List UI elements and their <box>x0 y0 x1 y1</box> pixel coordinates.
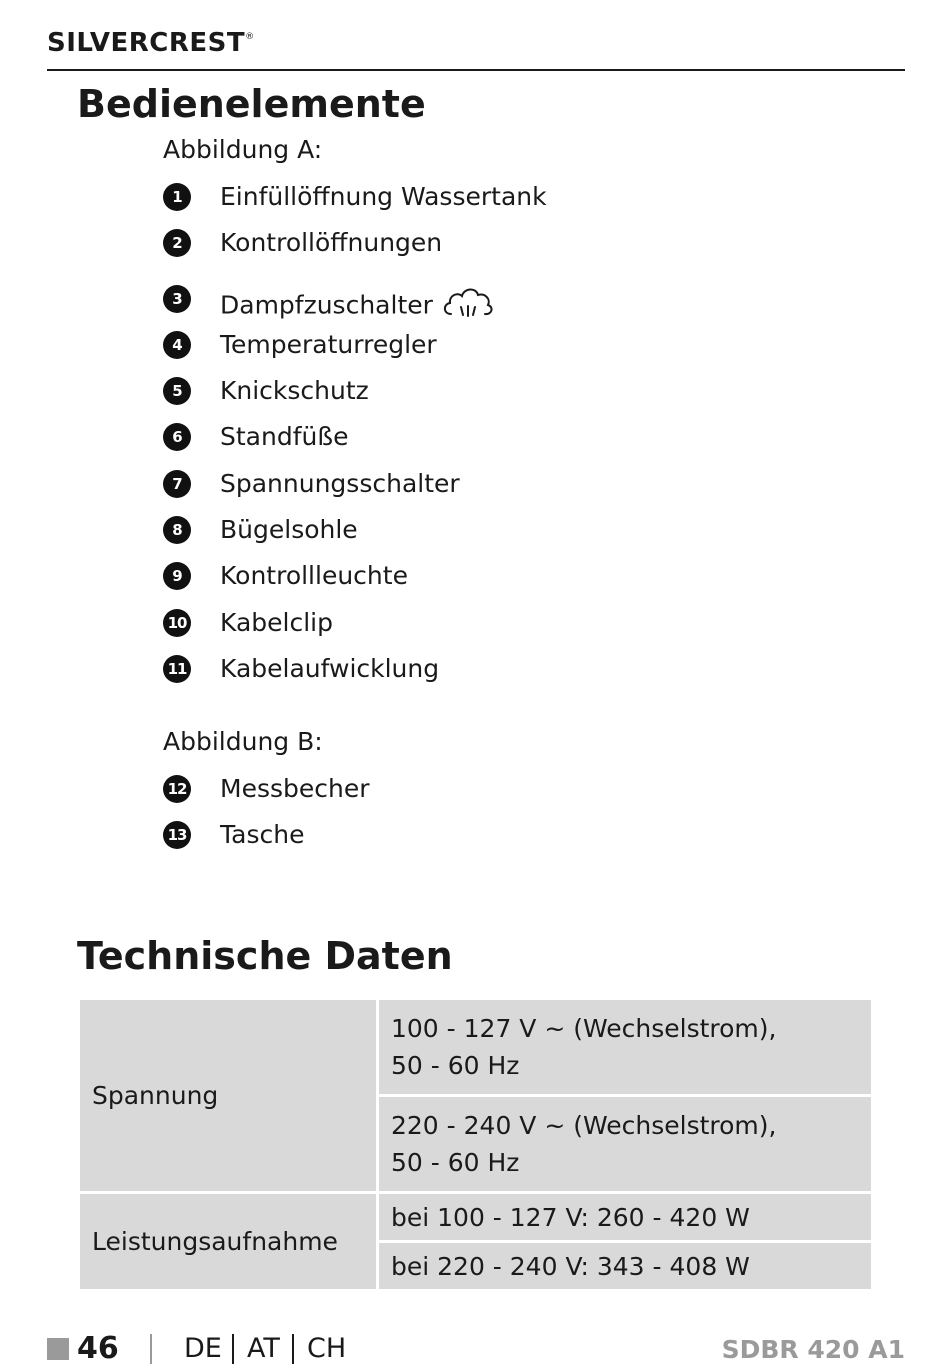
spec-value-line: 50 - 60 Hz <box>391 1148 520 1177</box>
item-label: Einfüllöffnung Wassertank <box>220 182 547 211</box>
model-number: SDBR 420 A1 <box>721 1335 905 1364</box>
item-label: Kontrollleuchte <box>220 561 408 590</box>
item-number-badge: 12 <box>163 775 191 803</box>
section-title-technische-daten: Technische Daten <box>77 934 453 978</box>
spec-value <box>378 999 873 1096</box>
spec-value: bei 100 - 127 V: 260 - 420 W <box>378 1193 873 1242</box>
spec-value: bei 220 - 240 V: 343 - 408 W <box>378 1242 873 1291</box>
specs-table <box>77 997 874 1292</box>
list-item <box>163 469 460 499</box>
item-label: Kabelaufwicklung <box>220 654 440 683</box>
list-item <box>163 515 358 545</box>
item-number-badge: 2 <box>163 229 191 257</box>
header-rule <box>47 69 905 71</box>
item-label: Tasche <box>220 820 305 849</box>
brand-registered-mark: ® <box>245 32 255 42</box>
item-label: Temperaturregler <box>220 330 437 359</box>
item-number-badge: 9 <box>163 562 191 590</box>
item-number-badge: 5 <box>163 377 191 405</box>
list-item <box>163 820 305 850</box>
item-label: Knickschutz <box>220 376 369 405</box>
table-row <box>79 999 873 1096</box>
item-label: Bügelsohle <box>220 515 358 544</box>
item-label-text: Dampfzuschalter <box>220 290 433 320</box>
item-number-badge: 11 <box>163 655 191 683</box>
list-item <box>163 376 369 406</box>
footer-square-mark <box>47 1338 69 1360</box>
country-code-de: DE <box>184 1333 222 1364</box>
table-row <box>79 1193 873 1242</box>
item-label: Spannungsschalter <box>220 469 460 498</box>
item-number-badge: 1 <box>163 183 191 211</box>
list-item <box>163 774 370 804</box>
item-label: Kontrollöffnungen <box>220 228 443 257</box>
country-code-ch: CH <box>307 1333 347 1364</box>
spec-value-line: 50 - 60 Hz <box>391 1051 520 1080</box>
page-footer <box>47 1330 905 1370</box>
list-item <box>163 284 433 320</box>
list-item <box>163 608 333 638</box>
item-number-badge: 3 <box>163 285 191 313</box>
brand-logo <box>47 28 255 58</box>
section-title-bedienelemente: Bedienelemente <box>77 82 426 126</box>
item-label: Kabelclip <box>220 608 333 637</box>
spec-value-line: 100 - 127 V ~ (Wechselstrom), <box>391 1014 777 1043</box>
list-item <box>163 182 547 212</box>
item-number-badge: 7 <box>163 470 191 498</box>
country-code-at: AT <box>247 1333 280 1364</box>
footer-divider <box>292 1334 294 1364</box>
item-label: Messbecher <box>220 774 370 803</box>
brand-crest: CREST <box>149 28 246 58</box>
figure-b-label: Abbildung B: <box>163 727 323 756</box>
spec-key-leistungsaufnahme: Leistungsaufnahme <box>79 1193 378 1291</box>
item-number-badge: 6 <box>163 423 191 451</box>
list-item <box>163 330 437 360</box>
page-number: 46 <box>77 1331 119 1366</box>
list-item <box>163 228 443 258</box>
spec-value-line: 220 - 240 V ~ (Wechselstrom), <box>391 1111 777 1140</box>
figure-a-label: Abbildung A: <box>163 135 323 164</box>
spec-value <box>378 1096 873 1193</box>
list-item <box>163 422 349 452</box>
steam-cloud-icon <box>441 282 495 327</box>
list-item <box>163 561 408 591</box>
item-number-badge: 4 <box>163 331 191 359</box>
item-number-badge: 8 <box>163 516 191 544</box>
item-number-badge: 10 <box>163 609 191 637</box>
spec-key-spannung: Spannung <box>79 999 378 1193</box>
list-item <box>163 654 440 684</box>
footer-divider <box>232 1334 234 1364</box>
footer-divider <box>150 1334 152 1364</box>
item-label <box>220 284 495 329</box>
brand-silver: SILVER <box>47 28 150 58</box>
item-number-badge: 13 <box>163 821 191 849</box>
item-label: Standfüße <box>220 422 349 451</box>
